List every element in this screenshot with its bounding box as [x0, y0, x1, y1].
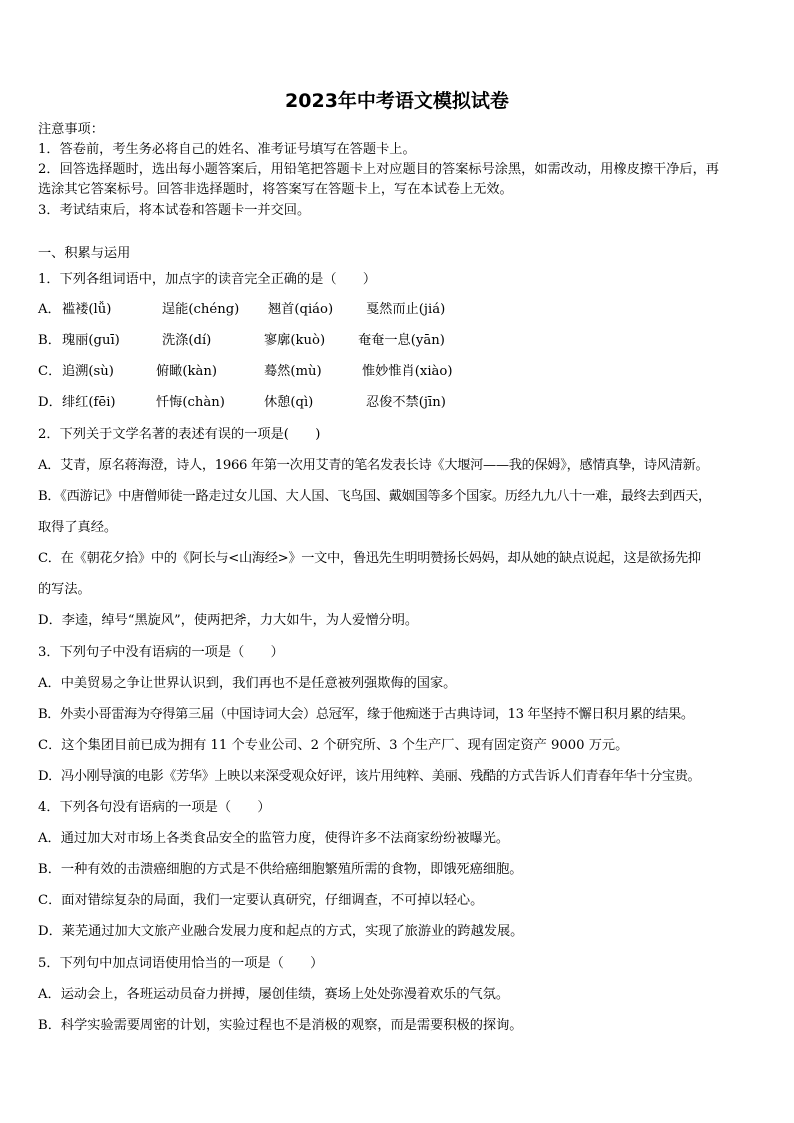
option-label: B．	[38, 333, 61, 348]
option-word: 绯红(fēi)	[62, 395, 116, 410]
section-heading: 一、积累与运用	[38, 246, 131, 261]
option-word: 休憩(qì)	[264, 395, 314, 410]
option-label: D．	[38, 395, 62, 410]
option-text: B．一种有效的击溃癌细胞的方式是不供给癌细胞繁殖所需的食物，即饿死癌细胞。	[38, 862, 523, 877]
option-text: C．这个集团目前已成为拥有 11 个专业公司、2 个研究所、3 个生产厂、现有固定资产 9000 万元。	[38, 738, 629, 753]
option-text: A．中美贸易之争让世界认识到，我们再也不是任意被列强欺侮的国家。	[38, 676, 457, 691]
option-text: C．面对错综复杂的局面，我们一定要认真研究，仔细调查，不可掉以轻心。	[38, 893, 484, 908]
option-text: B．《西游记》中唐僧师徒一路走过女儿国、大人国、飞鸟国、戴姻国等多个国家。历经九九八十一难，最终去到西天，	[38, 489, 711, 504]
option-word: 惟妙惟肖(xiào)	[362, 364, 453, 379]
option-text: D．冯小刚导演的电影《芳华》上映以来深受观众好评，该片用纯粹、美丽、残酷的方式告诉人们青春年华十分宝贵。	[38, 769, 701, 784]
notice-item: 2．回答选择题时，选出每小题答案后，用铅笔把答题卡上对应题目的答案标号涂黑，如需改动，用橡皮擦干净后，再	[38, 162, 719, 177]
question-stem: 3．下列句子中没有语病的一项是（ ）	[38, 645, 284, 660]
option-text: D．李逵，绰号“黑旋风”，使两把斧，力大如牛，为人爱憎分明。	[38, 613, 419, 628]
option-word: 瑰丽(guī)	[62, 333, 120, 348]
option-word: 洗涤(dí)	[162, 333, 212, 348]
option-text: 的写法。	[38, 582, 91, 597]
option-label: C．	[38, 364, 62, 379]
option-text: B．科学实验需要周密的计划，实验过程也不是消极的观察，而是需要积极的探询。	[38, 1018, 523, 1033]
option-text: A．运动会上，各班运动员奋力拼搏，屡创佳绩，赛场上处处弥漫着欢乐的气氛。	[38, 987, 510, 1002]
notice-item: 1．答卷前，考生务必将自己的姓名、准考证号填写在答题卡上。	[38, 142, 416, 157]
option-word: 褴褛(lǚ)	[62, 302, 112, 317]
option-word: 寥廓(kuò)	[264, 333, 326, 348]
option-text: A．艾青，原名蒋海澄，诗人，1966 年第一次用艾青的笔名发表长诗《大堰河——我的保姆》，感情真挚，诗风清新。	[38, 458, 709, 473]
question-stem: 4．下列各句没有语病的一项是（ ）	[38, 800, 271, 815]
option-word: 蓦然(mù)	[264, 364, 322, 379]
page-title: 2023年中考语文模拟试卷	[285, 90, 509, 112]
option-word: 追溯(sù)	[62, 364, 114, 379]
option-text: 取得了真经。	[38, 520, 118, 535]
question-stem: 5．下列句中加点词语使用恰当的一项是（ ）	[38, 956, 324, 971]
question-stem: 1．下列各组词语中，加点字的读音完全正确的是（ ）	[38, 272, 377, 287]
question-stem: 2．下列关于文学名著的表述有误的一项是( )	[38, 427, 321, 442]
option-text: B．外卖小哥雷海为夺得第三届（中国诗词大会）总冠军，缘于他痴迷于古典诗词，13 年坚持不懈日积月累的结果。	[38, 707, 694, 722]
notice-item: 3．考试结束后，将本试卷和答题卡一并交回。	[38, 203, 311, 218]
option-word: 忏悔(chàn)	[156, 395, 225, 410]
option-word: 逞能(chéng)	[162, 302, 240, 317]
option-word: 俯瞰(kàn)	[156, 364, 218, 379]
notice-heading: 注意事项：	[38, 122, 104, 137]
option-text: D．莱芜通过加大文旅产业融合发展力度和起点的方式，实现了旅游业的跨越发展。	[38, 924, 524, 939]
option-word: 奄奄一息(yān)	[358, 333, 445, 348]
option-word: 戛然而止(jiá)	[366, 302, 446, 317]
option-text: A．通过加大对市场上各类食品安全的监管力度，使得许多不法商家纷纷被曝光。	[38, 831, 510, 846]
notice-item: 选涂其它答案标号。回答非选择题时，将答案写在答题卡上，写在本试卷上无效。	[38, 182, 513, 197]
option-text: C．在《朝花夕拾》中的《阿长与<山海经>》一文中，鲁迅先生明明赞扬长妈妈，却从她的缺点说起，这是欲扬先抑	[38, 551, 701, 566]
option-label: A．	[38, 302, 61, 317]
option-word: 忍俊不禁(jīn)	[366, 395, 446, 410]
option-word: 翘首(qiáo)	[268, 302, 334, 317]
